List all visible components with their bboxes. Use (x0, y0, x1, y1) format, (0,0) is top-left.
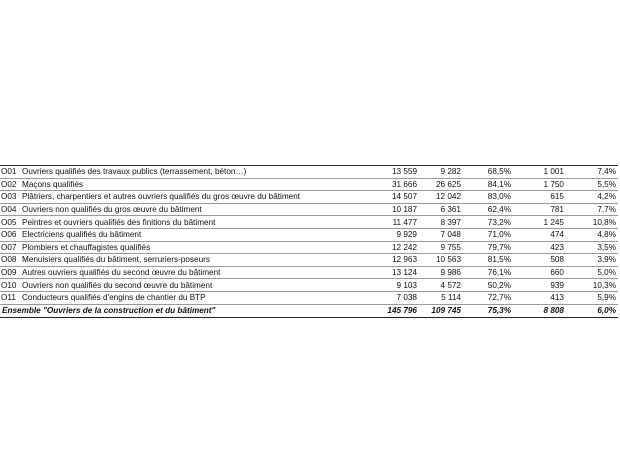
table-row (0, 216, 618, 229)
row-value-3: 615 (513, 191, 566, 204)
row-code: O07 (0, 241, 20, 254)
row-value-1: 10 187 (372, 203, 419, 216)
row-percent-1: 68,5% (463, 166, 513, 179)
row-value-3: 423 (513, 241, 566, 254)
total-value-3: 8 808 (513, 304, 566, 317)
row-value-2: 6 361 (419, 203, 463, 216)
row-value-3: 1 245 (513, 216, 566, 229)
row-percent-2: 10,3% (566, 279, 618, 292)
table-row (0, 279, 618, 292)
row-value-1: 9 929 (372, 228, 419, 241)
table-body (0, 166, 618, 318)
row-value-1: 12 963 (372, 254, 419, 267)
table-row (0, 166, 618, 179)
row-code: O08 (0, 254, 20, 267)
row-label: Plâtriers, charpentiers et autres ouvriers qualifiés du gros œuvre du bâtiment (20, 191, 372, 204)
row-percent-1: 84,1% (463, 178, 513, 191)
row-value-3: 508 (513, 254, 566, 267)
row-label: Autres ouvriers qualifiés du second œuvre du bâtiment (20, 266, 372, 279)
row-value-1: 12 242 (372, 241, 419, 254)
row-label: Electriciens qualifiés du bâtiment (20, 228, 372, 241)
table-row (0, 228, 618, 241)
row-value-2: 9 755 (419, 241, 463, 254)
row-code: O03 (0, 191, 20, 204)
row-value-2: 26 625 (419, 178, 463, 191)
row-percent-1: 62,4% (463, 203, 513, 216)
table-row (0, 291, 618, 304)
row-percent-1: 83,0% (463, 191, 513, 204)
row-value-1: 14 507 (372, 191, 419, 204)
row-value-1: 7 038 (372, 291, 419, 304)
row-code: O05 (0, 216, 20, 229)
row-percent-1: 71,0% (463, 228, 513, 241)
row-value-2: 12 042 (419, 191, 463, 204)
row-value-2: 4 572 (419, 279, 463, 292)
row-code: O10 (0, 279, 20, 292)
row-label: Conducteurs qualifiés d'engins de chantier du BTP (20, 291, 372, 304)
total-value-1: 145 796 (372, 304, 419, 317)
row-percent-2: 5,0% (566, 266, 618, 279)
row-code: O09 (0, 266, 20, 279)
row-percent-2: 3,9% (566, 254, 618, 267)
row-value-3: 660 (513, 266, 566, 279)
row-value-3: 1 001 (513, 166, 566, 179)
row-percent-2: 4,8% (566, 228, 618, 241)
row-code: O11 (0, 291, 20, 304)
row-value-2: 5 114 (419, 291, 463, 304)
row-percent-2: 7,4% (566, 166, 618, 179)
row-value-2: 8 397 (419, 216, 463, 229)
row-code: O01 (0, 166, 20, 179)
row-value-1: 9 103 (372, 279, 419, 292)
table-row (0, 178, 618, 191)
row-value-3: 781 (513, 203, 566, 216)
row-label: Ouvriers qualifiés des travaux publics (terrassement, béton…) (20, 166, 372, 179)
row-percent-2: 7,7% (566, 203, 618, 216)
row-percent-2: 4,2% (566, 191, 618, 204)
row-percent-2: 3,5% (566, 241, 618, 254)
row-label: Plombiers et chauffagistes qualifiés (20, 241, 372, 254)
row-value-1: 31 666 (372, 178, 419, 191)
row-percent-2: 5,9% (566, 291, 618, 304)
total-value-2: 109 745 (419, 304, 463, 317)
row-label: Maçons qualifiés (20, 178, 372, 191)
table-row (0, 203, 618, 216)
row-value-3: 939 (513, 279, 566, 292)
row-value-3: 413 (513, 291, 566, 304)
row-value-1: 11 477 (372, 216, 419, 229)
row-percent-1: 81,5% (463, 254, 513, 267)
row-value-2: 9 986 (419, 266, 463, 279)
row-percent-1: 76,1% (463, 266, 513, 279)
total-percent-1: 75,3% (463, 304, 513, 317)
row-percent-2: 10,8% (566, 216, 618, 229)
table-row (0, 241, 618, 254)
row-value-1: 13 124 (372, 266, 419, 279)
row-label: Ouvriers non qualifiés du gros œuvre du bâtiment (20, 203, 372, 216)
table-row (0, 191, 618, 204)
row-percent-1: 50,2% (463, 279, 513, 292)
table-row (0, 254, 618, 267)
row-value-1: 13 559 (372, 166, 419, 179)
row-percent-2: 5,5% (566, 178, 618, 191)
row-label: Ouvriers non qualifiés du second œuvre du bâtiment (20, 279, 372, 292)
row-percent-1: 73,2% (463, 216, 513, 229)
row-value-2: 10 563 (419, 254, 463, 267)
row-code: O04 (0, 203, 20, 216)
total-row (0, 304, 618, 317)
row-label: Peintres et ouvriers qualifiés des finitions du bâtiment (20, 216, 372, 229)
row-value-3: 1 750 (513, 178, 566, 191)
total-percent-2: 6,0% (566, 304, 618, 317)
row-value-2: 9 282 (419, 166, 463, 179)
row-value-2: 7 048 (419, 228, 463, 241)
row-percent-1: 79,7% (463, 241, 513, 254)
row-label: Menuisiers qualifiés du bâtiment, serruriers-poseurs (20, 254, 372, 267)
data-table-wrapper (0, 165, 620, 318)
table-row (0, 266, 618, 279)
total-label: Ensemble "Ouvriers de la construction et du bâtiment" (0, 304, 372, 317)
row-percent-1: 72,7% (463, 291, 513, 304)
row-value-3: 474 (513, 228, 566, 241)
occupations-table (0, 165, 618, 318)
row-code: O02 (0, 178, 20, 191)
row-code: O06 (0, 228, 20, 241)
